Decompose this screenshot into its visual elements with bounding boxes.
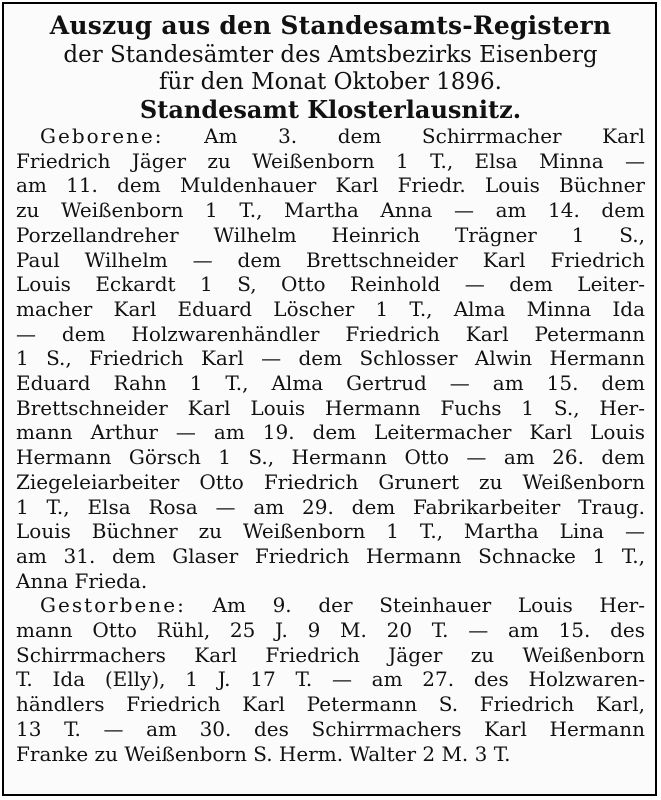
births-line-18: Anna Frieda.: [16, 568, 148, 593]
births-line-10: Eduard Rahn 1 T., Alma Gertrud — am 15. dem: [16, 371, 645, 396]
births-line-13: Hermann Görsch 1 S., Hermann Otto — am 26. dem: [16, 445, 645, 470]
deaths-line-5: 13 T. — am 30. des Schirrmachers Karl Hermann: [16, 716, 645, 741]
deaths-line-0: Gestorbene: Am 9. der Steinhauer Louis Her-: [40, 593, 645, 618]
page-title: Auszug aus den Standesamts-Registern: [49, 11, 612, 40]
deaths-line-6: Franke zu Weißenborn S. Herm. Walter 2 M. 3 T.: [16, 741, 511, 766]
deaths-line-4: händlers Friedrich Karl Petermann S. Friedrich Karl,: [16, 692, 645, 717]
births-line-9: 1 S., Friedrich Karl — dem Schlosser Alwin Hermann: [16, 346, 645, 371]
births-line-16: Louis Büchner zu Weißenborn 1 T., Martha Lina —: [16, 519, 645, 544]
births-line-6: Louis Eckardt 1 S, Otto Reinhold — dem Leiter-: [16, 272, 645, 297]
clipping-content: [4, 4, 655, 766]
births-line-4: Porzellandreher Wilhelm Heinrich Trägner 1 S.,: [16, 222, 645, 247]
subtitle-offices: der Standesämter des Amtsbezirks Eisenberg: [63, 42, 598, 68]
births-line-0: Geborene: Am 3. dem Schirrmacher Karl: [40, 124, 645, 148]
deaths-line-2: Schirrmachers Karl Friedrich Jäger zu Weißenborn: [16, 642, 645, 667]
deaths-line-3: T. Ida (Elly), 1 J. 17 T. — am 27. des Holzwaren-: [16, 667, 645, 692]
deaths-line-1: mann Otto Rühl, 25 J. 9 M. 20 T. — am 15. des: [16, 618, 645, 643]
births-line-12: mann Arthur — am 19. dem Leitermacher Karl Louis: [16, 420, 645, 445]
births-line-5: Paul Wilhelm — dem Brettschneider Karl Friedrich: [16, 247, 645, 272]
births-line-15: 1 T., Elsa Rosa — am 29. dem Fabrikarbeiter Traug.: [16, 494, 645, 519]
births-line-2: am 11. dem Muldenhauer Karl Friedr. Louis Büchner: [16, 173, 645, 198]
newspaper-clipping: [2, 2, 657, 796]
births-line-11: Brettschneider Karl Louis Hermann Fuchs 1 S., Her-: [16, 395, 645, 420]
births-line-8: — dem Holzwarenhändler Friedrich Karl Petermann: [16, 321, 645, 346]
births-section: [16, 124, 645, 593]
deaths-label: Gestorbene:: [40, 593, 186, 618]
deaths-section: [16, 593, 645, 766]
births-line-7: macher Karl Eduard Löscher 1 T., Alma Minna Ida: [16, 296, 645, 321]
births-line-14: Ziegeleiarbeiter Otto Friedrich Grunert zu Weißenborn: [16, 469, 645, 494]
births-label: Geborene:: [40, 124, 164, 148]
births-line-1: Friedrich Jäger zu Weißenborn 1 T., Elsa Minna —: [16, 148, 645, 173]
births-line-17: am 31. dem Glaser Friedrich Hermann Schnacke 1 T.,: [16, 543, 645, 568]
subtitle-month: für den Monat Oktober 1896.: [159, 69, 502, 95]
office-heading: Standesamt Klosterlausnitz.: [139, 95, 522, 124]
births-line-3: zu Weißenborn 1 T., Martha Anna — am 14. dem: [16, 198, 645, 223]
